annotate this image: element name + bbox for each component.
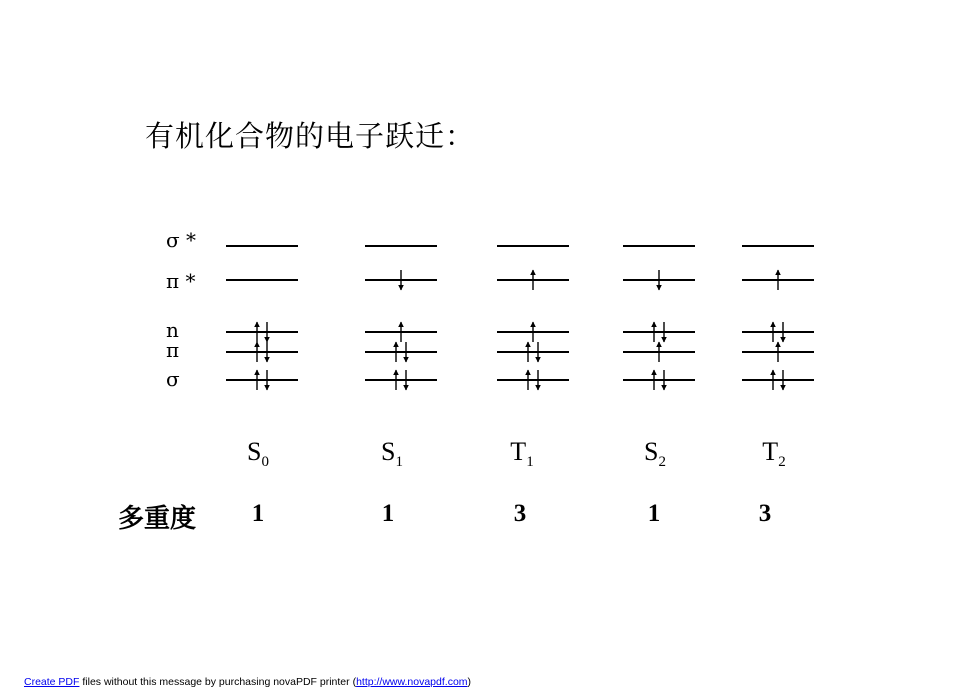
multiplicity-t2: 3: [758, 500, 772, 527]
multiplicity-label: 多重度: [118, 504, 197, 534]
state-label-s2: $S_2$: [644, 437, 666, 471]
state-label-s1: $S_1$: [381, 437, 403, 471]
state-label-t2: $T_2$: [762, 437, 786, 471]
page-title: 有机化合物的电子跃迁：: [145, 119, 476, 153]
state-label-s0: $S_0$: [247, 437, 269, 471]
multiplicity-t1: 3: [513, 500, 527, 527]
state-label-t1: $T_1$: [510, 437, 534, 471]
footer-end: ): [467, 676, 472, 688]
orbital-label-sigma: σ: [166, 367, 180, 391]
footer-text: files without this message by purchasing novaPDF printer (: [79, 676, 357, 688]
multiplicity-s2: 1: [647, 500, 661, 527]
orbital-label-n: n: [166, 318, 179, 342]
create-pdf-link[interactable]: Create PDF: [24, 676, 80, 688]
multiplicity-s0: 1: [251, 500, 265, 527]
orbital-label-pi: π: [166, 338, 180, 362]
orbital-label-sigma-star: σ *: [166, 228, 197, 252]
novapdf-link[interactable]: http://www.novapdf.com: [356, 676, 468, 688]
footer-note: [24, 676, 471, 688]
multiplicity-s1: 1: [381, 500, 395, 527]
orbital-label-pi-star: π *: [166, 269, 196, 293]
